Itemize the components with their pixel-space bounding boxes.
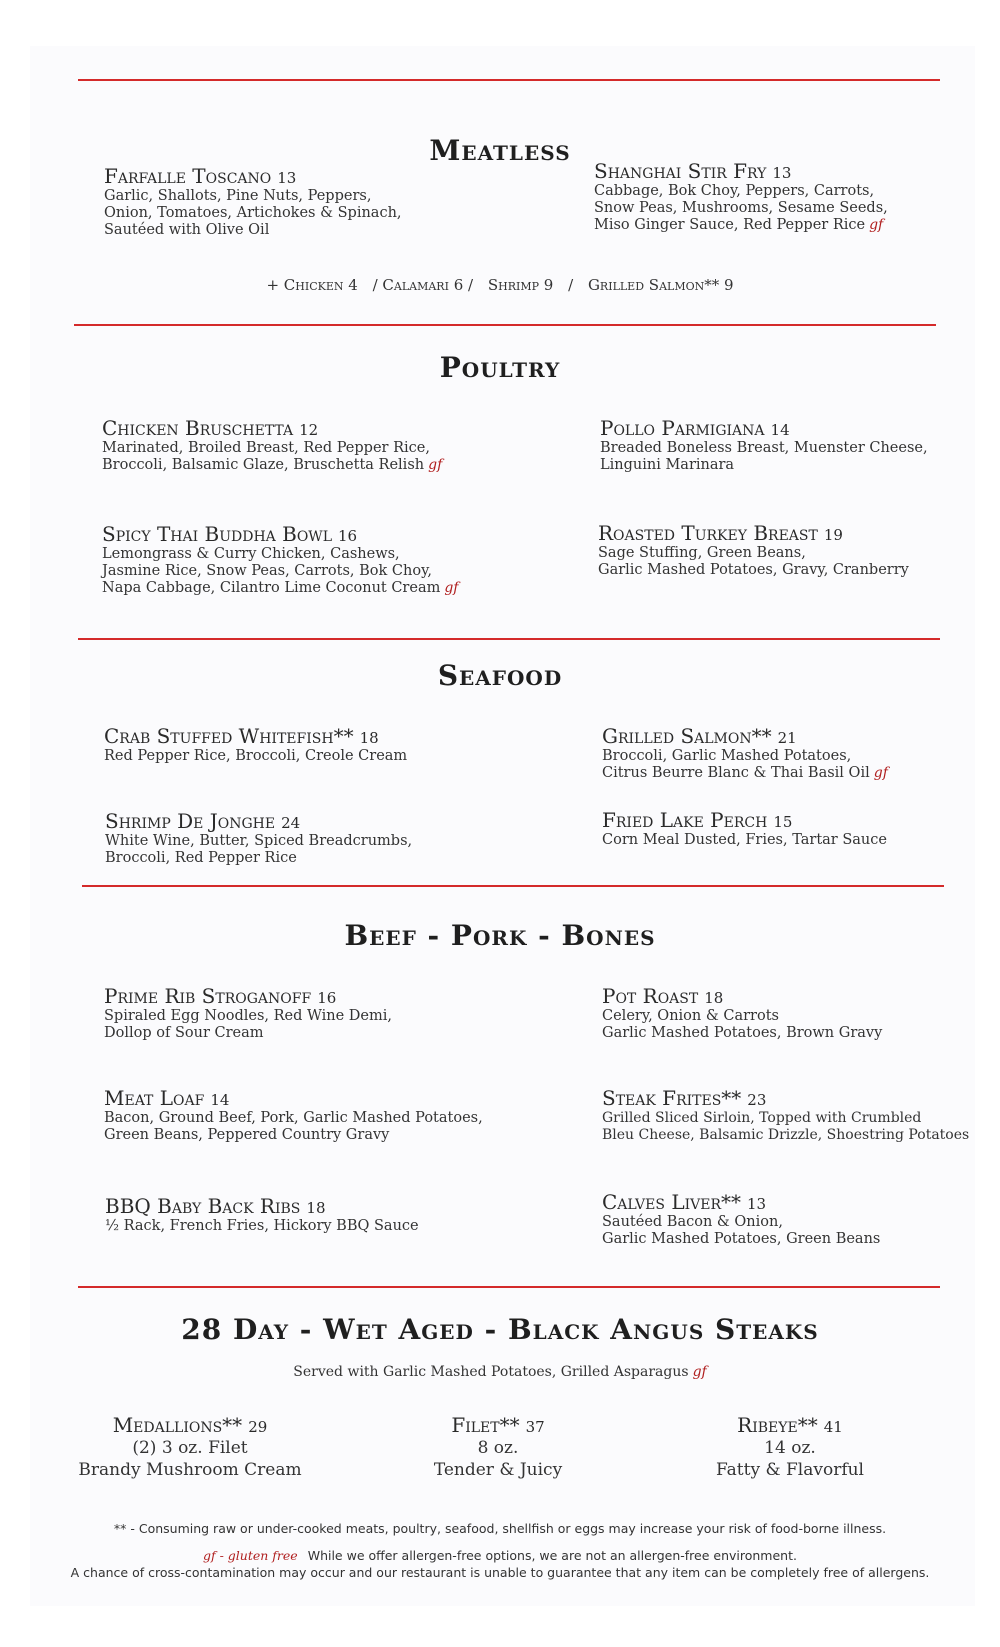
- menu-item-thai-buddha-bowl: [102, 522, 459, 597]
- item-name: Crab Stuffed Whitefish**: [104, 724, 354, 748]
- divider: [74, 324, 936, 326]
- item-description: 14 oz.: [764, 1438, 816, 1458]
- item-name: Grilled Salmon**: [602, 724, 772, 748]
- item-description: White Wine, Butter, Spiced Breadcrumbs, Broccoli, Red Pepper Rice: [105, 833, 413, 866]
- item-description: Garlic, Shallots, Pine Nuts, Peppers, Onion, Tomatoes, Artichokes & Spinach, Sautéed with Olive Oil: [104, 188, 402, 238]
- item-name: Fried Lake Perch: [602, 808, 768, 832]
- menu-item-farfalle: [104, 164, 402, 239]
- gluten-free-icon: gf: [692, 1364, 707, 1380]
- item-description: Lemongrass & Curry Chicken, Cashews, Jasmine Rice, Snow Peas, Carrots, Bok Choy, Napa Cabbage, Cilantro Lime Coconut Cream gf: [102, 546, 459, 596]
- gluten-free-icon: gf: [444, 580, 459, 596]
- menu-item-medallions: [40, 1413, 340, 1481]
- item-price: 37: [525, 1418, 545, 1436]
- item-description: Sautéed Bacon & Onion, Garlic Mashed Potatoes, Green Beans: [602, 1214, 881, 1247]
- item-name: Farfalle Toscano: [104, 164, 272, 188]
- divider: [78, 1286, 940, 1288]
- item-price: 16: [338, 527, 358, 545]
- item-name: Medallions**: [112, 1413, 243, 1437]
- item-price: 13: [277, 169, 297, 187]
- item-name: Chicken Bruschetta: [102, 416, 294, 440]
- item-description: Grilled Sliced Sirloin, Topped with Crumbled Bleu Cheese, Balsamic Drizzle, Shoestring Potatoes: [602, 1110, 970, 1143]
- section-title-meatless: Meatless: [429, 134, 571, 167]
- item-price: 13: [747, 1195, 767, 1213]
- divider: [78, 638, 940, 640]
- section-title-seafood: Seafood: [437, 659, 563, 692]
- item-price: 15: [773, 813, 793, 831]
- menu-item-filet: [348, 1413, 648, 1481]
- divider: [82, 885, 944, 887]
- item-name: Ribeye**: [737, 1413, 818, 1437]
- item-description: 8 oz.: [477, 1438, 519, 1458]
- item-description: Marinated, Broiled Breast, Red Pepper Rice, Broccoli, Balsamic Glaze, Bruschetta Relish gf: [102, 440, 443, 473]
- section-title-poultry: Poultry: [439, 351, 561, 384]
- item-name: Calves Liver**: [602, 1190, 742, 1214]
- menu-item-shrimp-de-jonghe: [105, 809, 412, 867]
- menu-item-pot-roast: [602, 984, 882, 1042]
- menu-item-grilled-salmon: [602, 724, 888, 782]
- item-price: 14: [770, 421, 790, 439]
- item-name: Shanghai Stir Fry: [594, 159, 767, 183]
- gluten-free-key: gf - gluten free: [203, 1548, 298, 1563]
- item-name: Shrimp De Jonghe: [105, 809, 276, 833]
- section-title-steaks: 28 Day - Wet Aged - Black Angus Steaks: [181, 1313, 819, 1346]
- menu-item-calves-liver: [602, 1190, 880, 1248]
- item-description: Tender & Juicy: [433, 1460, 563, 1480]
- item-price: 24: [281, 814, 301, 832]
- menu-item-crab-whitefish: [104, 724, 407, 765]
- item-name: Steak Frites**: [602, 1086, 742, 1110]
- item-name: Filet**: [451, 1413, 520, 1437]
- item-description: Celery, Onion & Carrots Garlic Mashed Potatoes, Brown Gravy: [602, 1008, 883, 1041]
- item-description: Fatty & Flavorful: [716, 1460, 864, 1480]
- menu-item-chicken-bruschetta: [102, 416, 442, 474]
- cross-contamination-notice: A chance of cross-contamination may occur and our restaurant is unable to guarantee that any item can be completely free of allergens.: [70, 1565, 930, 1580]
- menu-item-bbq-ribs: [105, 1194, 419, 1235]
- divider: [78, 79, 940, 81]
- item-price: 19: [823, 526, 843, 544]
- gluten-free-icon: gf: [869, 217, 884, 233]
- menu-item-shanghai: [594, 159, 888, 234]
- item-description: ½ Rack, French Fries, Hickory BBQ Sauce: [105, 1218, 419, 1234]
- menu-item-fried-lake-perch: [602, 808, 887, 849]
- item-name: Prime Rib Stroganoff: [104, 984, 312, 1008]
- menu-item-roasted-turkey: [598, 521, 909, 579]
- item-description: Sage Stuffing, Green Beans, Garlic Mashed Potatoes, Gravy, Cranberry: [598, 545, 909, 578]
- item-price: 12: [299, 421, 319, 439]
- item-price: 41: [823, 1418, 843, 1436]
- item-price: 23: [747, 1091, 767, 1109]
- raw-food-warning: ** - Consuming raw or under-cooked meats, poultry, seafood, shellfish or eggs may increase your risk of food-borne illness.: [113, 1521, 887, 1536]
- item-description: Spiraled Egg Noodles, Red Wine Demi, Dollop of Sour Cream: [104, 1008, 393, 1041]
- item-description: Bacon, Ground Beef, Pork, Garlic Mashed Potatoes, Green Beans, Peppered Country Gravy: [104, 1110, 483, 1143]
- item-name: Pollo Parmigiana: [600, 416, 765, 440]
- item-name: Pot Roast: [602, 984, 699, 1008]
- item-description: Broccoli, Garlic Mashed Potatoes, Citrus Beurre Blanc & Thai Basil Oil gf: [602, 748, 888, 781]
- item-price: 14: [210, 1091, 230, 1109]
- item-description: Breaded Boneless Breast, Muenster Cheese, Linguini Marinara: [600, 440, 928, 473]
- menu-item-pollo-parmigiana: [600, 416, 928, 474]
- item-price: 29: [248, 1418, 268, 1436]
- steaks-subtitle: Served with Garlic Mashed Potatoes, Grilled Asparagus gf: [293, 1364, 707, 1380]
- item-description: Red Pepper Rice, Broccoli, Creole Cream: [104, 748, 408, 764]
- menu-item-steak-frites: [602, 1086, 969, 1144]
- section-title-beef-pork-bones: Beef - Pork - Bones: [344, 919, 656, 952]
- gluten-free-icon: gf: [873, 765, 888, 781]
- item-name: Roasted Turkey Breast: [598, 521, 818, 545]
- item-description: (2) 3 oz. Filet: [132, 1438, 248, 1458]
- item-name: Meat Loaf: [104, 1086, 205, 1110]
- menu-item-ribeye: [640, 1413, 940, 1481]
- item-description: Cabbage, Bok Choy, Peppers, Carrots, Snow Peas, Mushrooms, Sesame Seeds, Miso Ginger Sauce, Red Pepper Rice gf: [594, 183, 888, 233]
- menu-item-prime-rib-stroganoff: [104, 984, 392, 1042]
- item-name: Spicy Thai Buddha Bowl: [102, 522, 332, 546]
- protein-addons: + Chicken 4 / Calamari 6 / Shrimp 9 / Grilled Salmon** 9: [266, 276, 734, 294]
- menu-item-meat-loaf: [104, 1086, 483, 1144]
- item-price: 21: [777, 729, 797, 747]
- item-price: 16: [317, 989, 337, 1007]
- item-price: 18: [704, 989, 724, 1007]
- gluten-free-icon: gf: [428, 457, 443, 473]
- item-description: Brandy Mushroom Cream: [78, 1460, 302, 1480]
- item-price: 18: [306, 1199, 326, 1217]
- item-price: 13: [772, 164, 792, 182]
- item-description: Corn Meal Dusted, Fries, Tartar Sauce: [602, 832, 887, 848]
- item-name: BBQ Baby Back Ribs: [105, 1194, 301, 1218]
- allergen-notice: gf - gluten free While we offer allergen-free options, we are not an allergen-free environment.: [203, 1548, 797, 1563]
- item-price: 18: [359, 729, 379, 747]
